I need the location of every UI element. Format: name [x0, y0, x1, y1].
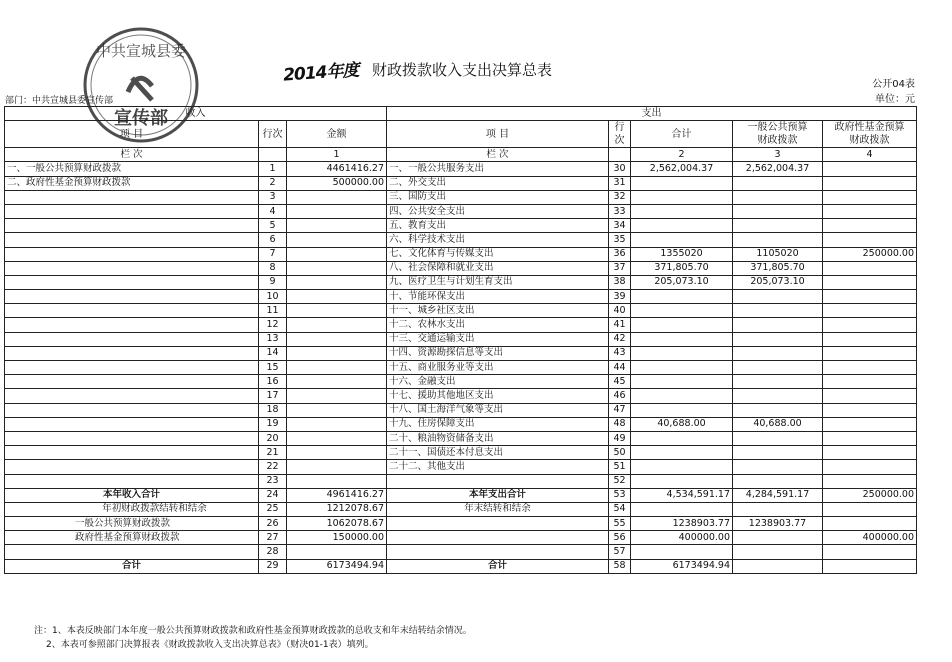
table-row — [5, 389, 917, 403]
general-budget-amount — [733, 204, 823, 218]
note-1: 注：1、本表反映部门本年度一般公共预算财政拨款和政府性基金预算财政拨款的总收支和年末结转结余情况。 — [34, 626, 472, 636]
general-budget-amount — [733, 375, 823, 389]
expense-row-no: 46 — [609, 389, 631, 403]
income-row-no: 16 — [259, 375, 287, 389]
income-item — [5, 190, 259, 204]
income-amount — [287, 204, 387, 218]
expense-item: 一、一般公共服务支出 — [387, 162, 609, 176]
fund-budget-amount: 400000.00 — [823, 531, 917, 545]
expense-row-no: 53 — [609, 488, 631, 502]
income-item — [5, 233, 259, 247]
income-item: 合计 — [5, 559, 259, 573]
col-fund-budget — [823, 121, 917, 148]
total-amount — [631, 318, 733, 332]
income-item — [5, 403, 259, 417]
expense-row-no: 55 — [609, 517, 631, 531]
income-amount: 4461416.27 — [287, 162, 387, 176]
expense-row-no: 30 — [609, 162, 631, 176]
expense-row-no: 42 — [609, 332, 631, 346]
total-amount: 1355020 — [631, 247, 733, 261]
income-row-no: 19 — [259, 417, 287, 431]
total-amount — [631, 446, 733, 460]
expense-row-no: 50 — [609, 446, 631, 460]
expense-item: 十四、资源勘探信息等支出 — [387, 346, 609, 360]
income-row-no: 6 — [259, 233, 287, 247]
expense-item — [387, 517, 609, 531]
note-2: 2、本表可参照部门决算报表《财政拨款收入支出决算总表》（财决01-1表）填列。 — [46, 640, 374, 650]
col-expense-row-no: 行次 — [609, 121, 631, 148]
income-item — [5, 332, 259, 346]
total-amount — [631, 389, 733, 403]
income-item — [5, 247, 259, 261]
table-row — [5, 488, 917, 502]
table-row — [5, 162, 917, 176]
general-budget-amount — [733, 219, 823, 233]
expense-item — [387, 531, 609, 545]
total-amount — [631, 290, 733, 304]
expense-item: 本年支出合计 — [387, 488, 609, 502]
total-amount: 205,073.10 — [631, 275, 733, 289]
income-row-no: 4 — [259, 204, 287, 218]
income-row-no: 25 — [259, 502, 287, 516]
expense-item: 三、国防支出 — [387, 190, 609, 204]
income-row-no: 20 — [259, 431, 287, 445]
fund-budget-amount — [823, 176, 917, 190]
expense-item: 二十二、其他支出 — [387, 460, 609, 474]
general-budget-amount — [733, 446, 823, 460]
general-budget-amount — [733, 531, 823, 545]
col-income-item: 项 目 — [5, 121, 259, 148]
general-budget-amount — [733, 361, 823, 375]
table-row — [5, 502, 917, 516]
income-item — [5, 275, 259, 289]
expense-row-no: 40 — [609, 304, 631, 318]
income-item: 二、政府性基金预算财政拨款 — [5, 176, 259, 190]
total-amount — [631, 233, 733, 247]
income-row-no: 27 — [259, 531, 287, 545]
col-fund-line2: 财政拨款 — [849, 135, 890, 147]
income-row-no: 29 — [259, 559, 287, 573]
income-row-no: 28 — [259, 545, 287, 559]
income-item — [5, 304, 259, 318]
seal-bottom-text: 宣传部 — [114, 108, 168, 129]
table-row — [5, 517, 917, 531]
total-amount — [631, 403, 733, 417]
table-row — [5, 531, 917, 545]
table-row — [5, 204, 917, 218]
income-item — [5, 460, 259, 474]
table-row — [5, 545, 917, 559]
expense-row-no: 58 — [609, 559, 631, 573]
income-item — [5, 346, 259, 360]
col-general-budget — [733, 121, 823, 148]
fund-budget-amount: 250000.00 — [823, 488, 917, 502]
table-row — [5, 219, 917, 233]
expense-item: 十七、援助其他地区支出 — [387, 389, 609, 403]
general-budget-amount — [733, 545, 823, 559]
income-row-no: 17 — [259, 389, 287, 403]
expense-header: 支出 — [387, 107, 917, 121]
expense-row-no: 41 — [609, 318, 631, 332]
income-amount — [287, 375, 387, 389]
expense-row-no: 45 — [609, 375, 631, 389]
expense-row-no: 44 — [609, 361, 631, 375]
col-general-line1: 一般公共预算 — [747, 122, 808, 134]
col-index-4: 4 — [823, 148, 917, 162]
income-item: 年初财政拨款结转和结余 — [5, 502, 259, 516]
income-amount — [287, 332, 387, 346]
general-budget-amount: 2,562,004.37 — [733, 162, 823, 176]
expense-row-no: 39 — [609, 290, 631, 304]
income-item: 政府性基金预算财政拨款 — [5, 531, 259, 545]
general-budget-amount — [733, 346, 823, 360]
department-label: 部门：中共宣城县委宣传部 — [5, 96, 114, 106]
fund-budget-amount: 250000.00 — [823, 247, 917, 261]
fund-budget-amount — [823, 431, 917, 445]
general-budget-amount — [733, 176, 823, 190]
income-row-no: 3 — [259, 190, 287, 204]
table-row — [5, 431, 917, 445]
income-amount — [287, 261, 387, 275]
expense-item: 六、科学技术支出 — [387, 233, 609, 247]
income-item — [5, 290, 259, 304]
general-budget-amount — [733, 304, 823, 318]
income-amount — [287, 290, 387, 304]
total-amount — [631, 219, 733, 233]
income-amount — [287, 545, 387, 559]
table-row — [5, 304, 917, 318]
table-row — [5, 474, 917, 488]
general-budget-amount — [733, 559, 823, 573]
general-budget-amount — [733, 389, 823, 403]
income-amount — [287, 233, 387, 247]
form-code: 公开04表 — [872, 79, 915, 90]
seal-top-text: 中共宣城县委 — [95, 42, 187, 60]
income-item — [5, 219, 259, 233]
income-amount — [287, 460, 387, 474]
income-item — [5, 545, 259, 559]
income-amount: 500000.00 — [287, 176, 387, 190]
expense-item: 十九、住房保障支出 — [387, 417, 609, 431]
table-row — [5, 559, 917, 573]
expense-row-no: 36 — [609, 247, 631, 261]
expense-row-no: 56 — [609, 531, 631, 545]
income-amount — [287, 417, 387, 431]
income-row-no: 12 — [259, 318, 287, 332]
total-amount — [631, 304, 733, 318]
income-item — [5, 261, 259, 275]
lanci-right: 栏 次 — [387, 148, 609, 162]
total-amount — [631, 545, 733, 559]
fund-budget-amount — [823, 346, 917, 360]
income-amount — [287, 346, 387, 360]
income-header: 收入 — [5, 107, 387, 121]
fund-budget-amount — [823, 318, 917, 332]
expense-row-no: 38 — [609, 275, 631, 289]
income-amount: 1062078.67 — [287, 517, 387, 531]
income-amount — [287, 304, 387, 318]
income-item — [5, 431, 259, 445]
income-amount — [287, 318, 387, 332]
lanci-left: 栏 次 — [5, 148, 259, 162]
fund-budget-amount — [823, 290, 917, 304]
expense-row-no: 35 — [609, 233, 631, 247]
fund-budget-amount — [823, 517, 917, 531]
expense-item: 九、医疗卫生与计划生育支出 — [387, 275, 609, 289]
table-row — [5, 176, 917, 190]
table-row — [5, 275, 917, 289]
fund-budget-amount — [823, 162, 917, 176]
income-item: 一般公共预算财政拨款 — [5, 517, 259, 531]
total-amount — [631, 460, 733, 474]
expense-row-no: 43 — [609, 346, 631, 360]
expense-item: 七、文化体育与传媒支出 — [387, 247, 609, 261]
income-row-no: 1 — [259, 162, 287, 176]
general-budget-amount — [733, 290, 823, 304]
col-index-1: 1 — [287, 148, 387, 162]
income-amount — [287, 474, 387, 488]
fund-budget-amount — [823, 460, 917, 474]
expense-item: 八、社会保障和就业支出 — [387, 261, 609, 275]
income-amount — [287, 389, 387, 403]
income-row-no: 22 — [259, 460, 287, 474]
income-row-no: 26 — [259, 517, 287, 531]
col-income-row-no: 行次 — [259, 121, 287, 148]
expense-row-no: 51 — [609, 460, 631, 474]
expense-row-no: 47 — [609, 403, 631, 417]
income-item — [5, 361, 259, 375]
expense-row-no: 34 — [609, 219, 631, 233]
expense-row-no: 49 — [609, 431, 631, 445]
fund-budget-amount — [823, 446, 917, 460]
general-budget-amount: 40,688.00 — [733, 417, 823, 431]
col-expense-item: 项 目 — [387, 121, 609, 148]
total-amount — [631, 361, 733, 375]
table-row — [5, 417, 917, 431]
fund-budget-amount — [823, 233, 917, 247]
general-budget-amount — [733, 474, 823, 488]
income-amount — [287, 403, 387, 417]
col-index-2: 2 — [631, 148, 733, 162]
income-amount — [287, 275, 387, 289]
expense-item: 二十一、国债还本付息支出 — [387, 446, 609, 460]
expense-item: 十三、交通运输支出 — [387, 332, 609, 346]
income-row-no: 11 — [259, 304, 287, 318]
total-amount: 6173494.94 — [631, 559, 733, 573]
expense-item: 年末结转和结余 — [387, 502, 609, 516]
expense-item: 十五、商业服务业等支出 — [387, 361, 609, 375]
general-budget-amount: 371,805.70 — [733, 261, 823, 275]
income-row-no: 23 — [259, 474, 287, 488]
income-item — [5, 389, 259, 403]
total-amount — [631, 375, 733, 389]
total-amount — [631, 431, 733, 445]
total-amount: 371,805.70 — [631, 261, 733, 275]
expense-row-no: 37 — [609, 261, 631, 275]
general-budget-amount — [733, 233, 823, 247]
expense-item: 合计 — [387, 559, 609, 573]
income-row-no: 13 — [259, 332, 287, 346]
expense-row-no: 48 — [609, 417, 631, 431]
general-budget-amount — [733, 190, 823, 204]
col-general-line2: 财政拨款 — [757, 135, 798, 147]
income-row-no: 5 — [259, 219, 287, 233]
expense-item: 十一、城乡社区支出 — [387, 304, 609, 318]
income-row-no: 7 — [259, 247, 287, 261]
total-amount — [631, 502, 733, 516]
fund-budget-amount — [823, 190, 917, 204]
income-item — [5, 375, 259, 389]
total-amount — [631, 190, 733, 204]
table-row — [5, 318, 917, 332]
total-amount: 4,534,591.17 — [631, 488, 733, 502]
expense-item: 十六、金融支出 — [387, 375, 609, 389]
general-budget-amount: 205,073.10 — [733, 275, 823, 289]
expense-item: 四、公共安全支出 — [387, 204, 609, 218]
income-amount — [287, 190, 387, 204]
general-budget-amount — [733, 431, 823, 445]
income-amount — [287, 361, 387, 375]
total-amount — [631, 332, 733, 346]
expense-row-no: 52 — [609, 474, 631, 488]
income-row-no: 2 — [259, 176, 287, 190]
table-row — [5, 346, 917, 360]
income-amount: 1212078.67 — [287, 502, 387, 516]
income-row-no: 18 — [259, 403, 287, 417]
income-item: 本年收入合计 — [5, 488, 259, 502]
col-fund-line1: 政府性基金预算 — [834, 122, 905, 134]
fund-budget-amount — [823, 375, 917, 389]
expense-row-no: 54 — [609, 502, 631, 516]
expense-item: 十二、农林水支出 — [387, 318, 609, 332]
table-row — [5, 361, 917, 375]
income-row-no: 8 — [259, 261, 287, 275]
expense-item: 十八、国土海洋气象等支出 — [387, 403, 609, 417]
fund-budget-amount — [823, 559, 917, 573]
total-amount — [631, 346, 733, 360]
general-budget-amount — [733, 332, 823, 346]
table-row — [5, 375, 917, 389]
general-budget-amount: 1105020 — [733, 247, 823, 261]
page-title: 财政拨款收入支出决算总表 — [372, 61, 553, 79]
general-budget-amount: 1238903.77 — [733, 517, 823, 531]
income-item — [5, 446, 259, 460]
finance-summary-table — [4, 106, 917, 574]
income-amount — [287, 219, 387, 233]
table-row — [5, 460, 917, 474]
income-row-no: 24 — [259, 488, 287, 502]
income-row-no: 9 — [259, 275, 287, 289]
fund-budget-amount — [823, 403, 917, 417]
income-item — [5, 417, 259, 431]
general-budget-amount — [733, 403, 823, 417]
total-amount: 40,688.00 — [631, 417, 733, 431]
income-row-no: 10 — [259, 290, 287, 304]
income-item: 一、一般公共预算财政拨款 — [5, 162, 259, 176]
expense-item — [387, 474, 609, 488]
expense-item: 五、教育支出 — [387, 219, 609, 233]
table-row — [5, 446, 917, 460]
table-row — [5, 290, 917, 304]
income-amount — [287, 431, 387, 445]
general-budget-amount — [733, 502, 823, 516]
fund-budget-amount — [823, 545, 917, 559]
total-amount: 2,562,004.37 — [631, 162, 733, 176]
table-row — [5, 403, 917, 417]
expense-item: 十、节能环保支出 — [387, 290, 609, 304]
income-amount: 4961416.27 — [287, 488, 387, 502]
general-budget-amount — [733, 460, 823, 474]
income-row-no: 15 — [259, 361, 287, 375]
total-amount: 400000.00 — [631, 531, 733, 545]
table-row — [5, 332, 917, 346]
expense-item: 二十、粮油物资储备支出 — [387, 431, 609, 445]
general-budget-amount: 4,284,591.17 — [733, 488, 823, 502]
income-amount: 150000.00 — [287, 531, 387, 545]
fund-budget-amount — [823, 417, 917, 431]
expense-item — [387, 545, 609, 559]
fund-budget-amount — [823, 304, 917, 318]
table-row — [5, 261, 917, 275]
fund-budget-amount — [823, 361, 917, 375]
total-amount — [631, 176, 733, 190]
income-row-no: 21 — [259, 446, 287, 460]
income-amount — [287, 446, 387, 460]
footnotes — [34, 624, 472, 652]
income-item — [5, 474, 259, 488]
expense-row-no: 33 — [609, 204, 631, 218]
total-amount: 1238903.77 — [631, 517, 733, 531]
fund-budget-amount — [823, 261, 917, 275]
unit-label: 单位：元 — [875, 94, 915, 105]
total-amount — [631, 204, 733, 218]
col-total: 合计 — [631, 121, 733, 148]
fund-budget-amount — [823, 332, 917, 346]
income-item — [5, 318, 259, 332]
fund-budget-amount — [823, 204, 917, 218]
expense-row-no: 31 — [609, 176, 631, 190]
col-index-3: 3 — [733, 148, 823, 162]
fund-budget-amount — [823, 474, 917, 488]
col-income-amount: 金额 — [287, 121, 387, 148]
income-item — [5, 204, 259, 218]
handwritten-year: 2014年度 — [282, 60, 360, 86]
expense-row-no: 32 — [609, 190, 631, 204]
income-amount: 6173494.94 — [287, 559, 387, 573]
expense-item: 二、外交支出 — [387, 176, 609, 190]
expense-row-no: 57 — [609, 545, 631, 559]
total-amount — [631, 474, 733, 488]
income-row-no: 14 — [259, 346, 287, 360]
fund-budget-amount — [823, 389, 917, 403]
table-row — [5, 190, 917, 204]
income-amount — [287, 247, 387, 261]
table-row — [5, 233, 917, 247]
general-budget-amount — [733, 318, 823, 332]
fund-budget-amount — [823, 219, 917, 233]
table-row — [5, 247, 917, 261]
fund-budget-amount — [823, 502, 917, 516]
fund-budget-amount — [823, 275, 917, 289]
